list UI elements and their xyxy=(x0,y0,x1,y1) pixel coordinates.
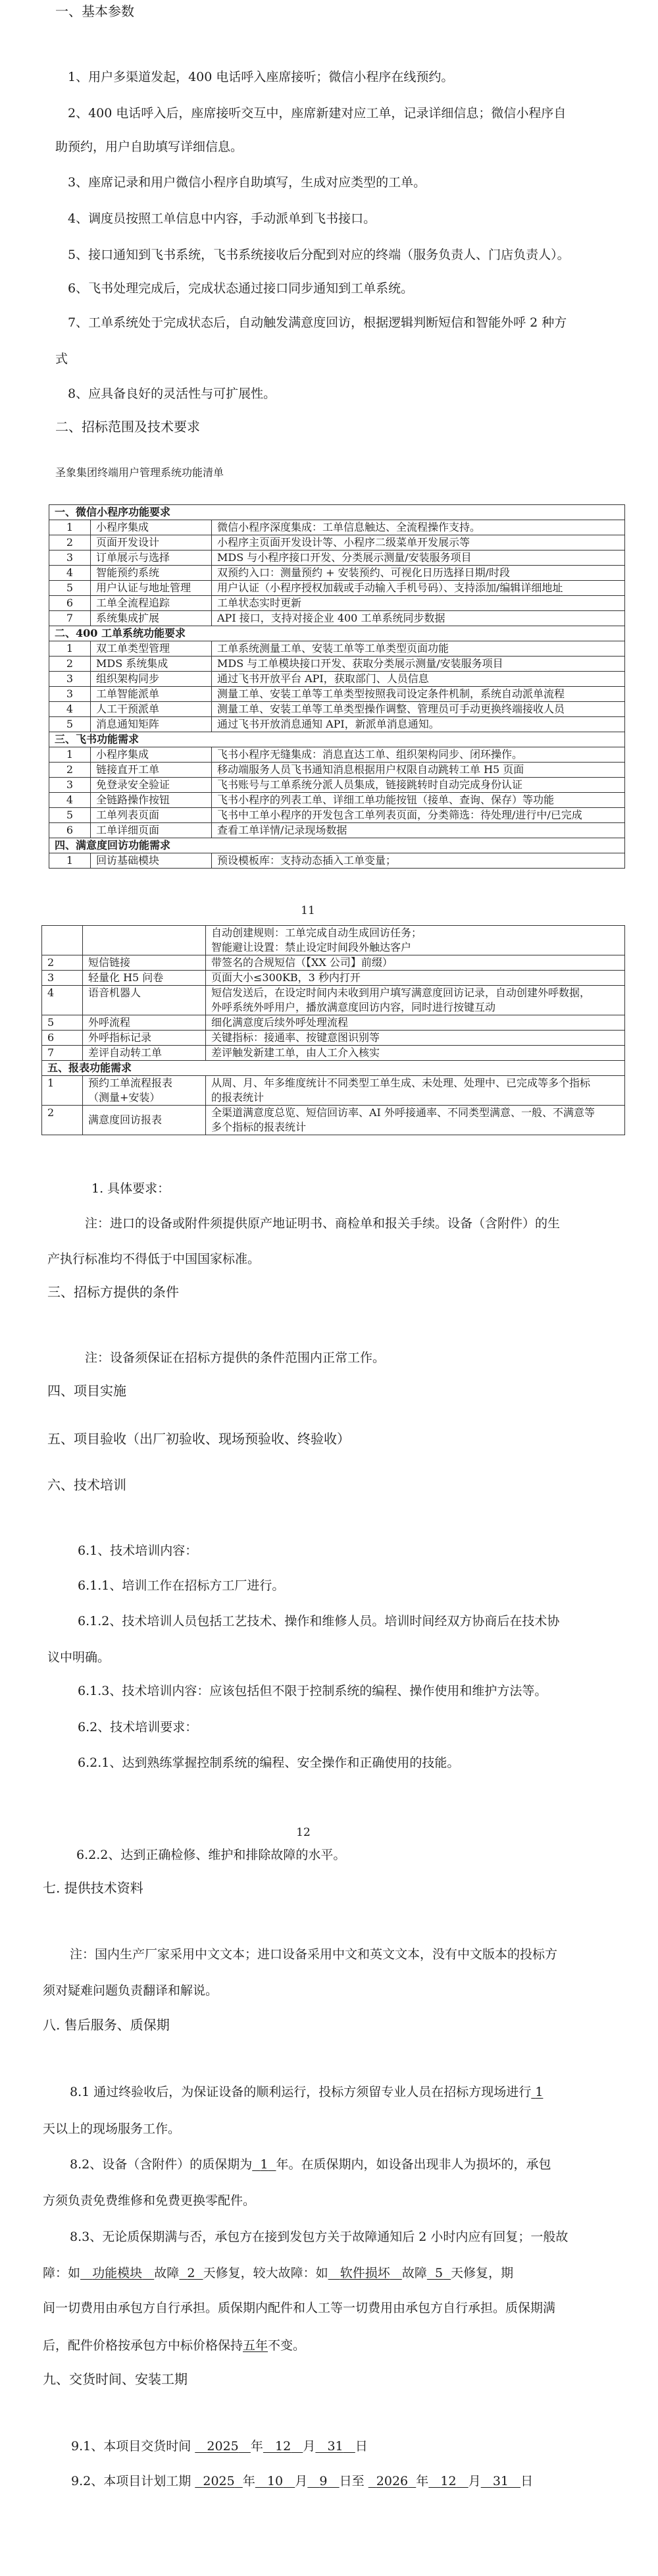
value: 31 xyxy=(327,2439,343,2454)
function-name: 工单列表页面 xyxy=(91,808,212,823)
training-6-1-1: 6.1.1、培训工作在招标方工厂进行。 xyxy=(78,1578,285,1593)
item-number: 5 xyxy=(42,1015,83,1031)
start-year-field xyxy=(195,2474,243,2488)
text: 月 xyxy=(303,2439,316,2454)
param-item-2: 2、400 电话呼入后，座席接听交互中，座席新建对应工单，记录详细信息；微信小程序自 xyxy=(68,106,567,121)
warranty-8-3-line3: 间一切费用由承包方自行承担。质保期内配件和人工等一切费用由承包方自行承担。质保期满 xyxy=(43,2301,556,2315)
delivery-day-field xyxy=(315,2439,355,2454)
warranty-8-1-line2: 天以上的现场服务工作。 xyxy=(43,2122,181,2136)
function-name: 回访基础模块 xyxy=(91,853,212,869)
table-row xyxy=(49,520,625,535)
section-title: 三、飞书功能需求 xyxy=(49,732,625,747)
function-description: API 接口，支持对接企业 400 工单系统同步数据 xyxy=(212,611,625,626)
function-description: 查看工单详情/记录现场数据 xyxy=(212,823,625,838)
table-row xyxy=(49,793,625,808)
param-item-5: 5、接口通知到飞书系统，飞书系统接收后分配到对应的终端（服务负责人、门店负责人）。 xyxy=(68,248,570,262)
price-lock-period: 五年 xyxy=(243,2338,268,2353)
function-name: 组织架构同步 xyxy=(91,672,212,687)
function-name: 双工单类型管理 xyxy=(91,641,212,657)
function-name: 工单智能派单 xyxy=(91,687,212,702)
onsite-days-field xyxy=(531,2085,543,2099)
text: 天修复，期 xyxy=(451,2266,514,2280)
function-description: 从周、月、年多维度统计不同类型工单生成、未处理、处理中、已完成等多个指标 的报表统计 xyxy=(206,1076,625,1106)
docs-note-line1: 注：国内生产厂家采用中文文本；进口设备采用中文和英文文本，没有中文版本的投标方 xyxy=(70,1947,558,1962)
text: 9.1、本项目交货时间 xyxy=(71,2439,191,2454)
page-number: 12 xyxy=(296,1826,311,1839)
param-item-8: 8、应具备良好的灵活性与可扩展性。 xyxy=(68,387,276,401)
item-number: 5 xyxy=(49,581,91,596)
table-row xyxy=(49,535,625,550)
function-name: 预约工单流程报表 （测量+安装） xyxy=(83,1076,206,1106)
delivery-year-field xyxy=(195,2439,251,2454)
table-section-header xyxy=(49,505,625,520)
value: 2025 xyxy=(207,2439,239,2454)
function-name: 人工干预派单 xyxy=(91,702,212,717)
docs-note-line2: 须对疑难问题负责翻译和解说。 xyxy=(43,1983,218,1998)
function-description: 飞书账号与工单系统分派人员集成，链接跳转时自动完成身份认证 xyxy=(212,778,625,793)
section-heading-training: 六、技术培训 xyxy=(47,1477,126,1493)
import-note-line2: 产执行标准均不得低于中国国家标准。 xyxy=(47,1252,261,1266)
param-item-2-cont: 助预约，用户自助填写详细信息。 xyxy=(55,140,243,154)
item-number: 7 xyxy=(42,1046,83,1061)
text: 障：如 xyxy=(43,2266,81,2280)
function-name: 差评自动转工单 xyxy=(83,1046,206,1061)
param-item-1: 1、用户多渠道发起，400 电话呼入座席接听；微信小程序在线预约。 xyxy=(68,70,454,84)
item-number: 3 xyxy=(42,971,83,986)
conditions-note: 注：设备须保证在招标方提供的条件范围内正常工作。 xyxy=(85,1351,386,1365)
function-description: 测量工单、安装工单等工单类型操作调整、管理员可手动更换终端接收人员 xyxy=(212,702,625,717)
function-name: 轻量化 H5 问卷 xyxy=(83,971,206,986)
function-name: 全链路操作按钮 xyxy=(91,793,212,808)
warranty-8-3-line2 xyxy=(43,2266,513,2280)
table-row xyxy=(49,641,625,657)
table-row xyxy=(49,657,625,672)
table-row xyxy=(49,581,625,596)
function-name: 系统集成扩展 xyxy=(91,611,212,626)
table-row xyxy=(49,702,625,717)
table-row xyxy=(49,550,625,566)
item-number: 3 xyxy=(49,687,91,702)
value: 软件损坏 xyxy=(340,2266,390,2280)
text: 年 xyxy=(416,2474,429,2488)
section-title: 五、报表功能需求 xyxy=(42,1061,625,1076)
text: 8.1 通过终验收后，为保证设备的顺利运行，投标方须留专业人员在招标方现场进行 xyxy=(70,2085,532,2099)
item-number: 3 xyxy=(49,672,91,687)
table-section-header xyxy=(42,1061,625,1076)
text: 日 xyxy=(339,2474,352,2488)
function-name xyxy=(83,926,206,955)
table-section-header xyxy=(49,732,625,747)
function-name: 短信链接 xyxy=(83,955,206,971)
table-row xyxy=(42,971,625,986)
table-row xyxy=(49,672,625,687)
table-section-header xyxy=(49,626,625,641)
function-description: 用户认证（小程序授权加载或手动输入手机号码）、支持添加/编辑详细地址 xyxy=(212,581,625,596)
major-fault-example-field xyxy=(328,2266,402,2280)
function-name: 订单展示与选择 xyxy=(91,550,212,566)
table-row xyxy=(49,778,625,793)
table-row xyxy=(42,926,625,955)
section-heading-delivery: 九、交货时间、安装工期 xyxy=(43,2371,188,2387)
table-row xyxy=(49,763,625,778)
item-number: 1 xyxy=(49,520,91,535)
value: 1 xyxy=(260,2157,268,2172)
end-year-field xyxy=(368,2474,417,2488)
section-heading-conditions: 三、招标方提供的条件 xyxy=(47,1284,179,1300)
item-number: 5 xyxy=(49,808,91,823)
function-description: 带签名的合规短信（【XX 公司】前缀） xyxy=(206,955,625,971)
function-table-part2 xyxy=(41,925,625,1135)
table-row xyxy=(42,955,625,971)
item-number: 4 xyxy=(42,986,83,1015)
function-name: 工单详细页面 xyxy=(91,823,212,838)
item-number: 2 xyxy=(42,955,83,971)
item-number: 3 xyxy=(49,550,91,566)
start-month-field xyxy=(255,2474,295,2488)
item-number: 4 xyxy=(49,566,91,581)
item-number: 3 xyxy=(49,778,91,793)
function-name: 外呼指标记录 xyxy=(83,1031,206,1046)
training-6-2: 6.2、技术培训要求： xyxy=(78,1720,198,1734)
table-row xyxy=(42,1015,625,1031)
function-name: 语音机器人 xyxy=(83,986,206,1015)
section-heading-implementation: 四、项目实施 xyxy=(47,1383,126,1399)
item-number: 1 xyxy=(49,641,91,657)
function-description: 细化满意度后续外呼处理流程 xyxy=(206,1015,625,1031)
function-table-part1 xyxy=(49,504,625,869)
section-title: 一、微信小程序功能要求 xyxy=(49,505,625,520)
section-heading-acceptance: 五、项目验收（出厂初验收、现场预验收、终验收） xyxy=(47,1431,350,1447)
value: 12 xyxy=(275,2439,291,2454)
section-heading-basic-params: 一、基本参数 xyxy=(55,3,134,19)
function-description: 测量工单、安装工单等工单类型按照我司设定条件机制，系统自动派单流程 xyxy=(212,687,625,702)
value: 2025 xyxy=(203,2474,235,2488)
section-heading-after-sales: 八. 售后服务、质保期 xyxy=(43,2017,170,2033)
table-row xyxy=(49,596,625,611)
text: 年 xyxy=(242,2474,255,2488)
end-month-field xyxy=(428,2474,468,2488)
table-section-header xyxy=(49,838,625,853)
section-heading-scope: 二、招标范围及技术要求 xyxy=(55,419,200,435)
table-row xyxy=(49,747,625,763)
training-6-1-2-cont: 议中明确。 xyxy=(47,1650,111,1665)
param-item-7-cont: 式 xyxy=(55,352,68,366)
text: 月 xyxy=(468,2474,481,2488)
value: 12 xyxy=(440,2474,457,2488)
text: 故障 xyxy=(401,2266,427,2280)
function-name: 工单全流程追踪 xyxy=(91,596,212,611)
function-description: 飞书小程序无缝集成：消息直达工单、组织架构同步、闭环操作。 xyxy=(212,747,625,763)
function-name: 小程序集成 xyxy=(91,520,212,535)
function-name: 外呼流程 xyxy=(83,1015,206,1031)
training-6-1-2: 6.1.2、技术培训人员包括工艺技术、操作和维修人员。培训时间经双方协商后在技术协 xyxy=(78,1614,560,1628)
table-row xyxy=(42,1106,625,1135)
function-name: 智能预约系统 xyxy=(91,566,212,581)
training-6-2-2: 6.2.2、达到正确检修、维护和排除故障的水平。 xyxy=(76,1848,346,1862)
text: 日 xyxy=(520,2474,534,2488)
table-row xyxy=(49,823,625,838)
item-number: 5 xyxy=(49,717,91,732)
delivery-date-line xyxy=(71,2439,368,2454)
item-number: 2 xyxy=(49,657,91,672)
specific-requirements-label: 1. 具体要求： xyxy=(91,1181,170,1196)
major-fault-days-field xyxy=(427,2266,451,2280)
table-row xyxy=(49,808,625,823)
section-title: 四、满意度回访功能需求 xyxy=(49,838,625,853)
item-number: 2 xyxy=(49,535,91,550)
function-name: 小程序集成 xyxy=(91,747,212,763)
text: 8.2、设备（含附件）的质保期为 xyxy=(70,2157,253,2172)
function-description: MDS 与小程序接口开发、分类展示测量/安装服务项目 xyxy=(212,550,625,566)
function-description: 预设模板库：支持动态插入工单变量； xyxy=(212,853,625,869)
item-number: 6 xyxy=(42,1031,83,1046)
start-day-field xyxy=(307,2474,339,2488)
delivery-month-field xyxy=(263,2439,303,2454)
item-number: 1 xyxy=(49,747,91,763)
item-number: 1 xyxy=(42,1076,83,1106)
training-6-2-1: 6.2.1、达到熟练掌握控制系统的编程、安全操作和正确使用的技能。 xyxy=(78,1756,460,1770)
function-name: 免登录安全验证 xyxy=(91,778,212,793)
minor-fault-example-field xyxy=(80,2266,154,2280)
text: 不变。 xyxy=(268,2338,306,2353)
function-description: 关键指标：接通率、按键意图识别等 xyxy=(206,1031,625,1046)
value: 9 xyxy=(319,2474,328,2488)
item-number: 2 xyxy=(49,763,91,778)
table-row xyxy=(42,986,625,1015)
value: 5 xyxy=(434,2266,443,2280)
function-description: 全渠道满意度总览、短信回访率、AI 外呼接通率、不同类型满意、一般、不满意等 多个指标的报表统计 xyxy=(206,1106,625,1135)
section-heading-tech-docs: 七. 提供技术资料 xyxy=(43,1880,143,1896)
warranty-years-field xyxy=(252,2157,276,2172)
function-description: 通过飞书开放平台 API，获取部门、人员信息 xyxy=(212,672,625,687)
table-title: 圣象集团终端用户管理系统功能清单 xyxy=(55,466,224,479)
table-row xyxy=(49,566,625,581)
text: 年。在质保期内，如设备出现非人为损坏的，承包 xyxy=(276,2157,551,2172)
function-name: MDS 系统集成 xyxy=(91,657,212,672)
training-6-1-3: 6.1.3、技术培训内容：应该包括但不限于控制系统的编程、操作使用和维护方法等。 xyxy=(78,1684,547,1698)
function-name: 消息通知矩阵 xyxy=(91,717,212,732)
section-title: 二、400 工单系统功能要求 xyxy=(49,626,625,641)
text: 天修复，较大故障：如 xyxy=(203,2266,328,2280)
item-number xyxy=(42,926,83,955)
function-description: 页面大小≤300KB，3 秒内打开 xyxy=(206,971,625,986)
text: 至 xyxy=(351,2474,365,2488)
text: 9.2、本项目计划工期 xyxy=(71,2474,191,2488)
value: 10 xyxy=(266,2474,284,2488)
item-number: 4 xyxy=(49,793,91,808)
function-description: 工单系统测量工单、安装工单等工单类型页面功能 xyxy=(212,641,625,657)
function-name: 链接直开工单 xyxy=(91,763,212,778)
table-row xyxy=(42,1046,625,1061)
value: 31 xyxy=(492,2474,509,2488)
warranty-8-1-line1 xyxy=(70,2085,543,2099)
param-item-7: 7、工单系统处于完成状态后，自动触发满意度回访，根据逻辑判断短信和智能外呼 2 种方 xyxy=(68,315,567,330)
item-number: 2 xyxy=(42,1106,83,1135)
table-row xyxy=(42,1076,625,1106)
function-name: 满意度回访报表 xyxy=(83,1106,206,1135)
item-number: 1 xyxy=(49,853,91,869)
table-row xyxy=(49,687,625,702)
page-number: 11 xyxy=(301,904,315,917)
warranty-8-2-line2: 方须负责免费维修和免费更换零配件。 xyxy=(43,2193,256,2208)
item-number: 7 xyxy=(49,611,91,626)
function-name: 页面开发设计 xyxy=(91,535,212,550)
function-description: 工单状态实时更新 xyxy=(212,596,625,611)
item-number: 4 xyxy=(49,702,91,717)
table-row xyxy=(42,1031,625,1046)
text: 故障 xyxy=(154,2266,180,2280)
training-6-1: 6.1、技术培训内容： xyxy=(78,1543,198,1558)
function-description: 短信发送后，在设定时间内未收到用户填写满意度回访记录，自动创建外呼数据， 外呼系统外呼用户，播放满意度回访内容，同时进行按键互动 xyxy=(206,986,625,1015)
minor-fault-days-field xyxy=(179,2266,203,2280)
item-number: 6 xyxy=(49,596,91,611)
table-row xyxy=(49,717,625,732)
param-item-3: 3、座席记录和用户微信小程序自助填写，生成对应类型的工单。 xyxy=(68,175,426,190)
value: 功能模块 xyxy=(92,2266,143,2280)
value: 1 xyxy=(535,2085,544,2099)
function-description: 双预约入口：测量预约 + 安装预约、可视化日历选择日期/时段 xyxy=(212,566,625,581)
item-number: 6 xyxy=(49,823,91,838)
param-item-6: 6、飞书处理完成后，完成状态通过接口同步通知到工单系统。 xyxy=(68,281,414,296)
import-note-line1: 注：进口的设备或附件须提供原产地证明书、商检单和报关手续。设备（含附件）的生 xyxy=(85,1216,561,1231)
table-row xyxy=(49,853,625,869)
text: 日 xyxy=(355,2439,368,2454)
table-row xyxy=(49,611,625,626)
function-description: 通过飞书开放消息通知 API，新派单消息通知。 xyxy=(212,717,625,732)
warranty-8-3-line1: 8.3、无论质保期满与否，承包方在接到发包方关于故障通知后 2 小时内应有回复；一般故 xyxy=(70,2230,569,2244)
function-description: 小程序主页面开发设计等、小程序二级菜单开发展示等 xyxy=(212,535,625,550)
warranty-8-2-line1 xyxy=(70,2157,551,2172)
value: 2026 xyxy=(376,2474,409,2488)
function-description: 自动创建规则：工单完成自动生成回访任务； 智能避让设置：禁止设定时间段外触达客户 xyxy=(206,926,625,955)
function-name: 用户认证与地址管理 xyxy=(91,581,212,596)
function-description: 飞书小程序的列表工单、详细工单功能按钮（接单、查询、保存）等功能 xyxy=(212,793,625,808)
text: 后，配件价格按承包方中标价格保持 xyxy=(43,2338,243,2353)
function-description: 微信小程序深度集成：工单信息触达、全流程操作支持。 xyxy=(212,520,625,535)
function-description: 移动端服务人员飞书通知消息根据用户权限自动跳转工单 H5 页面 xyxy=(212,763,625,778)
end-day-field xyxy=(481,2474,520,2488)
value: 2 xyxy=(187,2266,195,2280)
function-description: MDS 与工单模块接口开发、获取分类展示测量/安装服务项目 xyxy=(212,657,625,672)
param-item-4: 4、调度员按照工单信息中内容，手动派单到飞书接口。 xyxy=(68,211,376,226)
text: 月 xyxy=(295,2474,308,2488)
function-description: 飞书中工单小程序的开发包含工单列表页面，分类筛选：待处理/进行中/已完成 xyxy=(212,808,625,823)
warranty-8-3-line4 xyxy=(43,2338,305,2353)
function-description: 差评触发新建工单，由人工介入核实 xyxy=(206,1046,625,1061)
text: 年 xyxy=(250,2439,263,2454)
schedule-line xyxy=(71,2474,533,2488)
